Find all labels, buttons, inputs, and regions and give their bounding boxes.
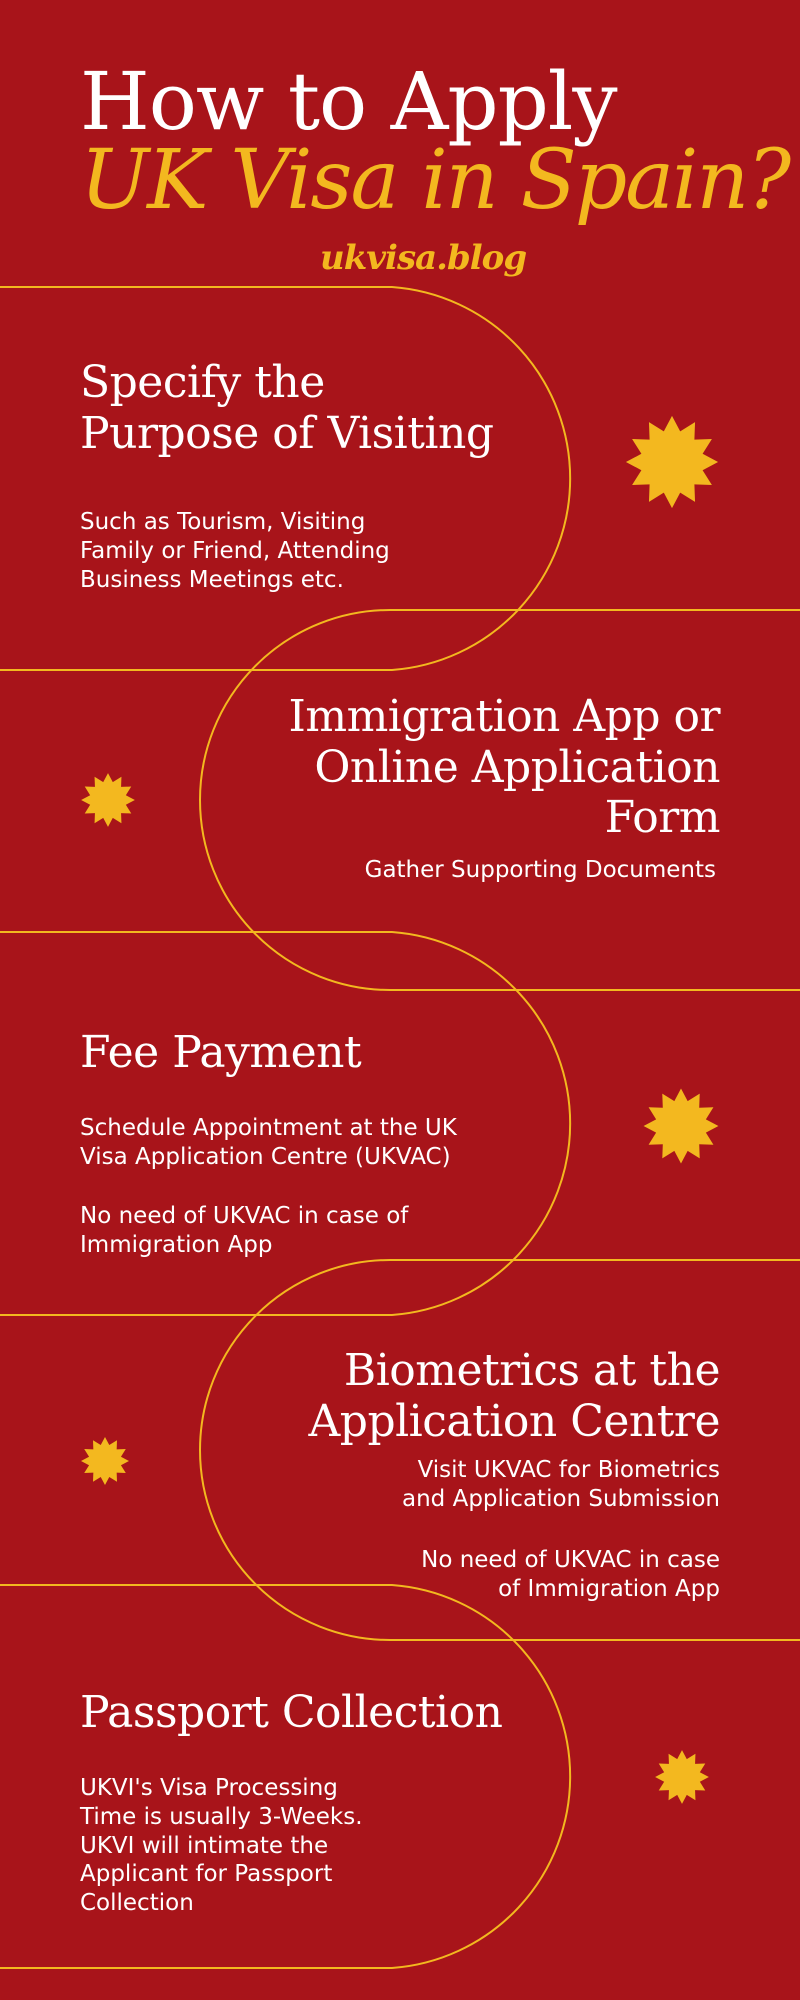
step-3-note	[80, 1202, 408, 1260]
step-1-text	[80, 508, 390, 594]
step-5-text-line: UKVI will intimate the	[80, 1832, 329, 1859]
step-1-text-line: Such as Tourism, Visiting	[80, 509, 366, 535]
step-2-text-line: Gather Supporting Documents	[364, 857, 716, 883]
starburst-icon	[654, 1749, 710, 1805]
step-4-note	[421, 1546, 720, 1604]
step-2-title-line: Form	[604, 792, 720, 844]
step-5-text	[80, 1774, 363, 1918]
title-line-2: UK Visa in Spain?	[80, 133, 790, 228]
step-4-text-line: and Application Submission	[402, 1485, 720, 1512]
step-5-text-line: Time is usually 3-Weeks.	[80, 1803, 363, 1830]
step-1-title-line: Specify the	[80, 357, 325, 408]
connector-path-1	[0, 287, 570, 670]
site-name: ukvisa.blog	[320, 238, 527, 278]
step-3-note-line: Immigration App	[80, 1231, 273, 1258]
step-2-title-line: Immigration App or	[288, 691, 720, 742]
title-line-1: How to Apply	[80, 55, 617, 148]
starburst-icon	[642, 1087, 720, 1165]
step-3-text-line: Visa Application Centre (UKVAC)	[80, 1143, 451, 1170]
step-3-title	[80, 1028, 361, 1079]
step-3-note-line: No need of UKVAC in case of	[80, 1203, 409, 1229]
starburst-icon	[624, 414, 720, 510]
step-4-note-line: of Immigration App	[498, 1575, 720, 1602]
step-4-text	[402, 1456, 720, 1514]
step-2-title	[288, 692, 720, 844]
step-5-text-line: Applicant for Passport	[80, 1861, 333, 1888]
step-3-text-line: Schedule Appointment at the UK	[80, 1115, 457, 1141]
step-2-text	[365, 856, 716, 885]
step-2-title-line: Online Application	[314, 741, 720, 793]
starburst-icon	[80, 1436, 130, 1486]
step-1-title	[80, 358, 493, 459]
step-3-title-line: Fee Payment	[80, 1027, 362, 1078]
step-5-text-line: Collection	[80, 1890, 194, 1916]
step-1-text-line: Business Meetings etc.	[80, 566, 344, 593]
step-1-text-line: Family or Friend, Attending	[80, 537, 390, 564]
step-4-text-line: Visit UKVAC for Biometrics	[417, 1457, 720, 1483]
step-4-title-line: Biometrics at the	[343, 1345, 720, 1396]
step-4-note-line: No need of UKVAC in case	[421, 1547, 720, 1573]
step-4-title-line: Application Centre	[308, 1395, 720, 1447]
step-3-text	[80, 1114, 457, 1172]
step-5-title-line: Passport Collection	[80, 1687, 503, 1738]
starburst-icon	[80, 772, 136, 828]
step-5-text-line: UKVI's Visa Processing	[80, 1775, 338, 1801]
step-4-title	[309, 1346, 721, 1447]
step-1-title-line: Purpose of Visiting	[80, 407, 494, 459]
step-5-title	[80, 1688, 502, 1739]
